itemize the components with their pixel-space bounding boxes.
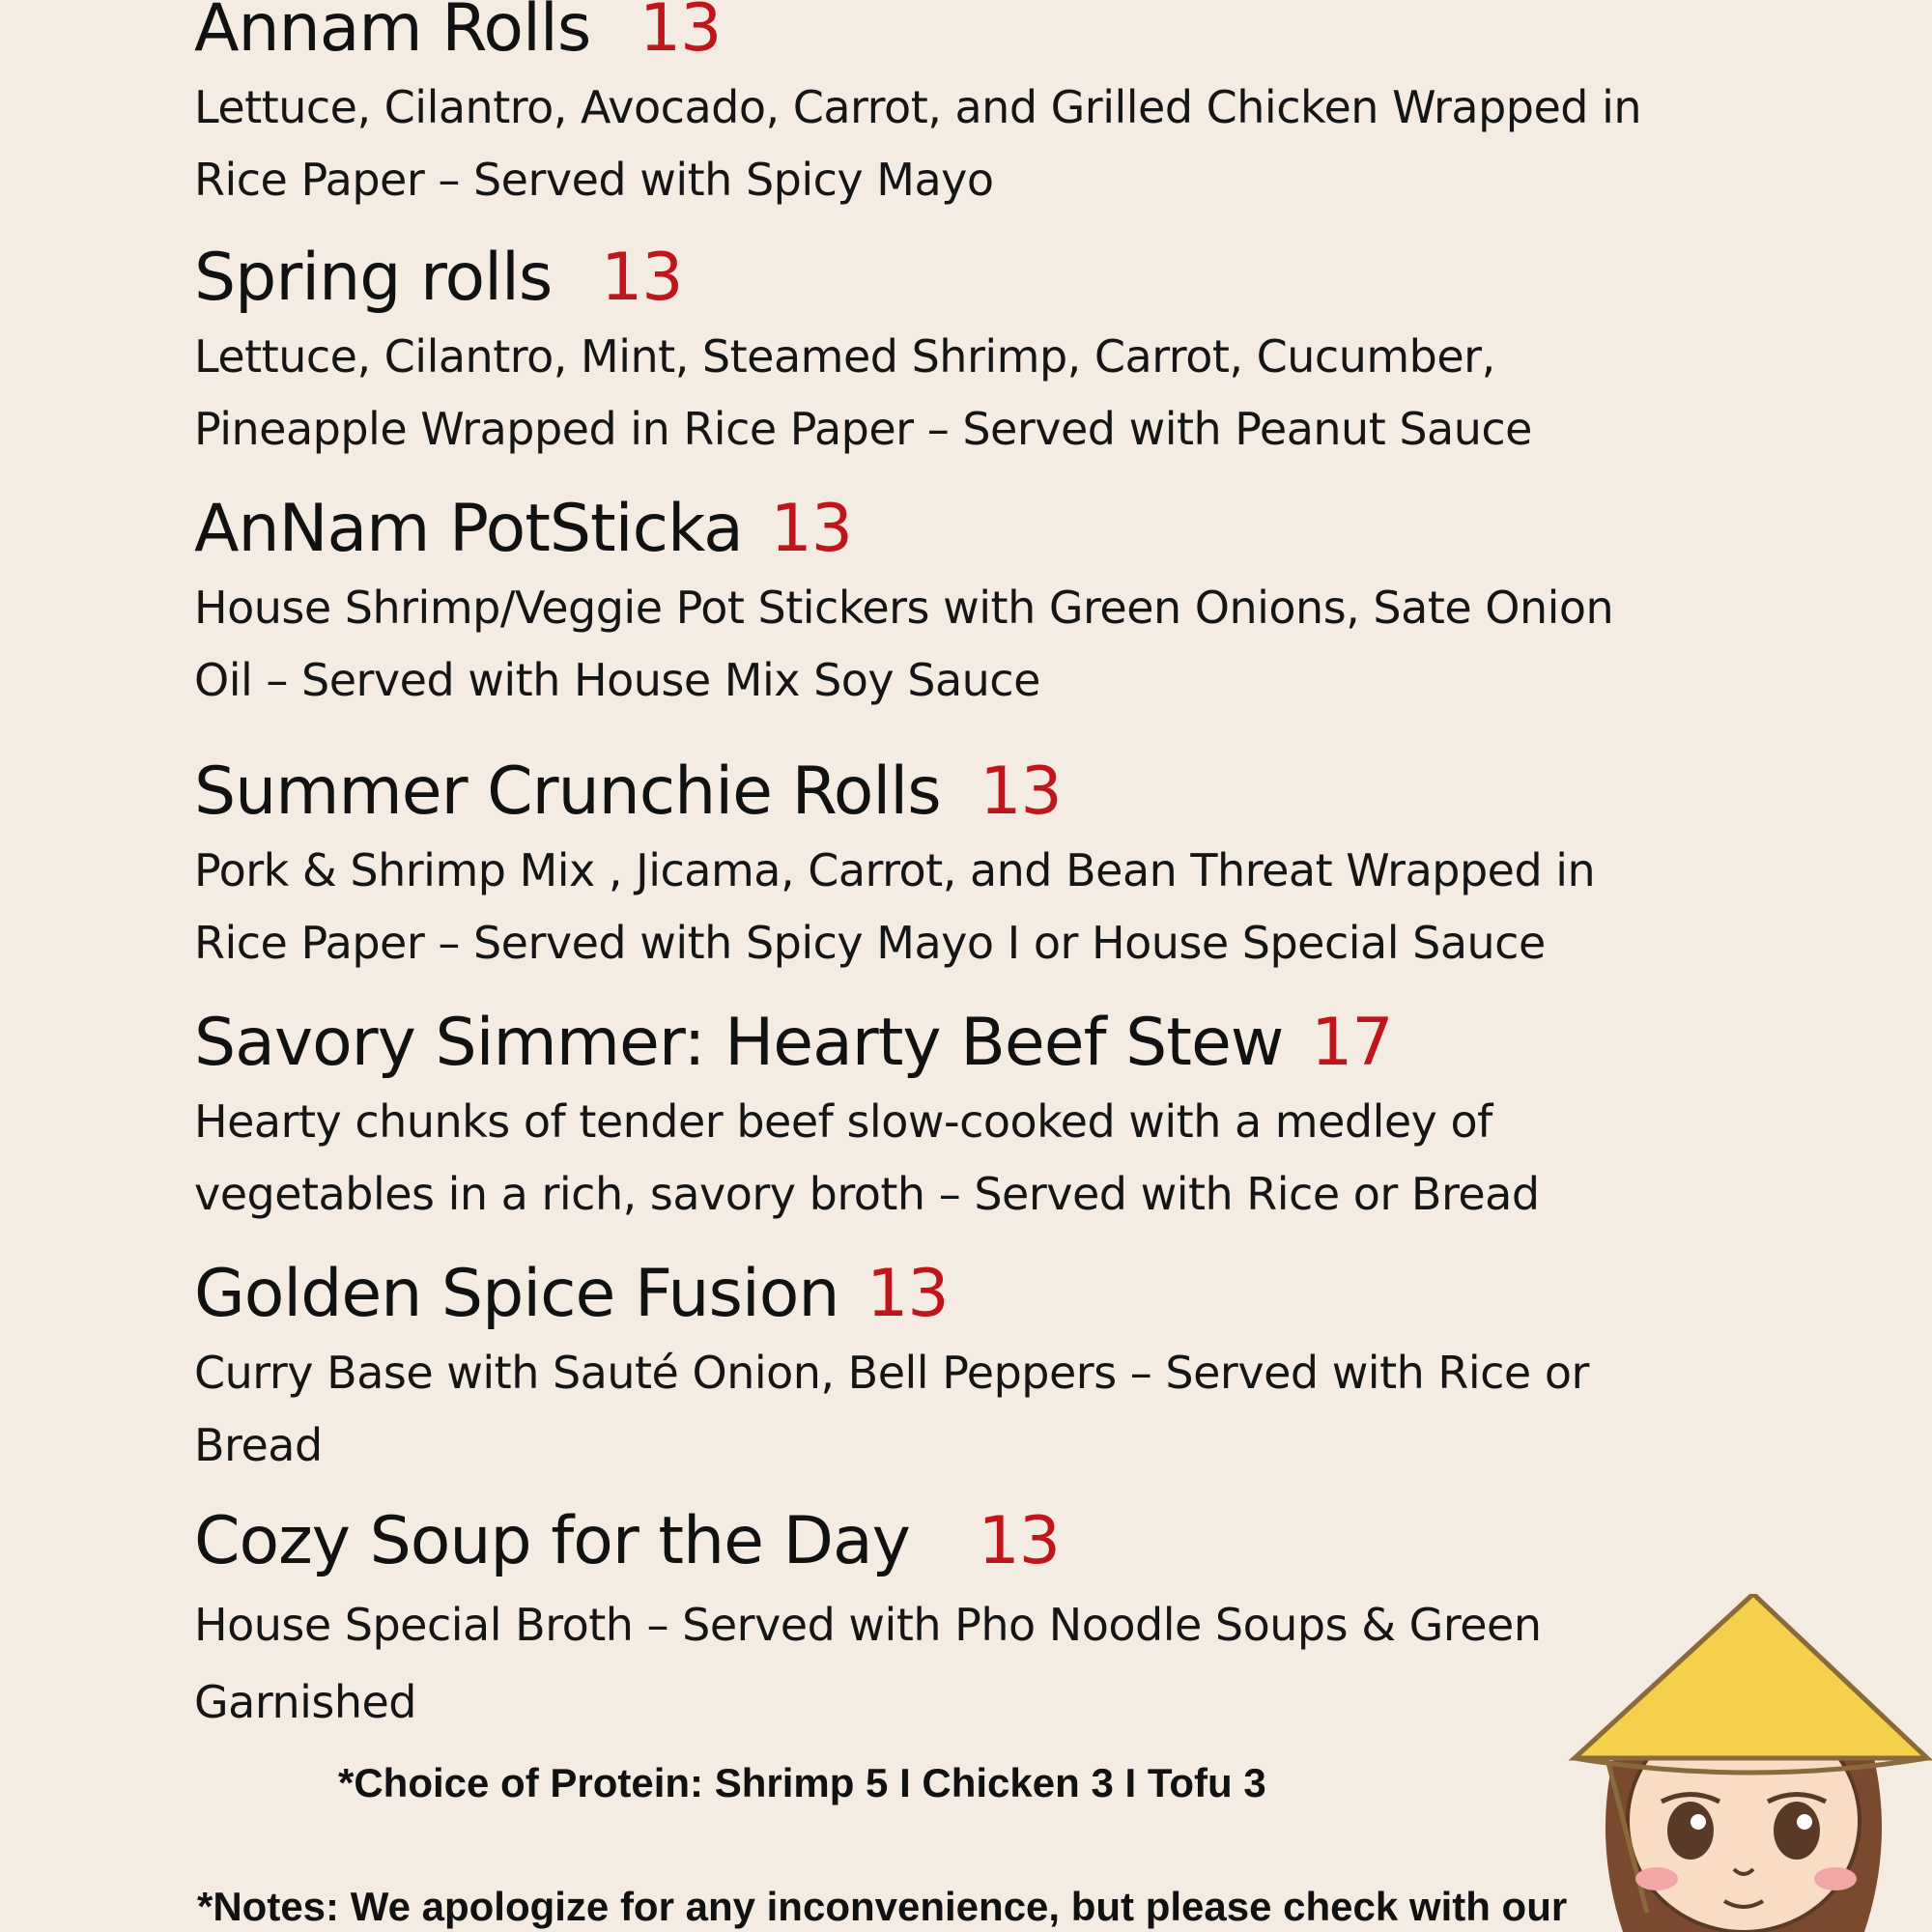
menu-item — [194, 491, 1643, 717]
item-description-line: Garnished — [194, 1676, 416, 1728]
item-price: 13 — [770, 491, 852, 567]
item-description-line: Oil – Served with House Mix Soy Sauce — [194, 654, 1040, 706]
item-price: 17 — [1311, 1005, 1393, 1081]
item-description — [194, 321, 1643, 466]
menu-item — [194, 1256, 1643, 1482]
item-description-line: Lettuce, Cilantro, Mint, Steamed Shrimp, Carrot, Cucumber, — [194, 330, 1495, 383]
item-price: 13 — [600, 240, 683, 316]
item-name: AnNam PotSticka — [194, 491, 743, 567]
item-description-line: Bread — [194, 1419, 323, 1471]
item-name: Annam Rolls — [194, 0, 591, 67]
girl-mascot-icon — [1555, 1594, 1932, 1932]
item-description-line: Pineapple Wrapped in Rice Paper – Served with Peanut Sauce — [194, 403, 1532, 455]
item-description — [194, 572, 1643, 717]
item-description-line: Rice Paper – Served with Spicy Mayo I or House Special Sauce — [194, 917, 1546, 969]
item-description — [194, 835, 1643, 980]
item-description — [194, 1586, 1643, 1741]
item-description-line: vegetables in a rich, savory broth – Served with Rice or Bread — [194, 1168, 1540, 1220]
menu-item — [194, 240, 1643, 466]
item-title — [194, 1503, 1643, 1580]
item-title — [194, 753, 1643, 831]
item-description-line: Rice Paper – Served with Spicy Mayo — [194, 154, 994, 206]
item-title — [194, 0, 1643, 68]
item-name: Cozy Soup for the Day — [194, 1503, 910, 1579]
item-name: Golden Spice Fusion — [194, 1256, 839, 1332]
menu-item — [194, 1005, 1643, 1231]
item-description — [194, 71, 1643, 216]
item-description-line: Pork & Shrimp Mix , Jicama, Carrot, and Bean Threat Wrapped in — [194, 844, 1596, 896]
item-title — [194, 1256, 1643, 1333]
item-title — [194, 491, 1643, 568]
notes-text: *Notes: We apologize for any inconvenience, but please check with our — [197, 1884, 1568, 1929]
item-description — [194, 1337, 1643, 1482]
item-name: Spring rolls — [194, 240, 553, 316]
item-description-line: Curry Base with Sauté Onion, Bell Peppers – Served with Rice or — [194, 1347, 1589, 1399]
item-price: 13 — [639, 0, 722, 67]
menu-item — [194, 1503, 1643, 1741]
protein-choice-note: *Choice of Protein: Shrimp 5 I Chicken 3 I Tofu 3 — [338, 1760, 1266, 1805]
item-title — [194, 1005, 1643, 1082]
menu-item — [194, 753, 1643, 980]
item-title — [194, 240, 1643, 317]
menu-item — [194, 0, 1643, 216]
item-description-line: Hearty chunks of tender beef slow-cooked with a medley of — [194, 1095, 1492, 1148]
item-description-line: House Shrimp/Veggie Pot Stickers with Green Onions, Sate Onion — [194, 582, 1614, 634]
item-description-line: Lettuce, Cilantro, Avocado, Carrot, and Grilled Chicken Wrapped in — [194, 81, 1642, 133]
item-name: Savory Simmer: Hearty Beef Stew — [194, 1005, 1284, 1081]
item-price: 13 — [867, 1256, 949, 1332]
item-price: 13 — [980, 753, 1062, 830]
item-description-line: House Special Broth – Served with Pho Noodle Soups & Green — [194, 1599, 1542, 1651]
item-name: Summer Crunchie Rolls — [194, 753, 941, 830]
item-description — [194, 1086, 1643, 1231]
item-price: 13 — [978, 1503, 1061, 1579]
